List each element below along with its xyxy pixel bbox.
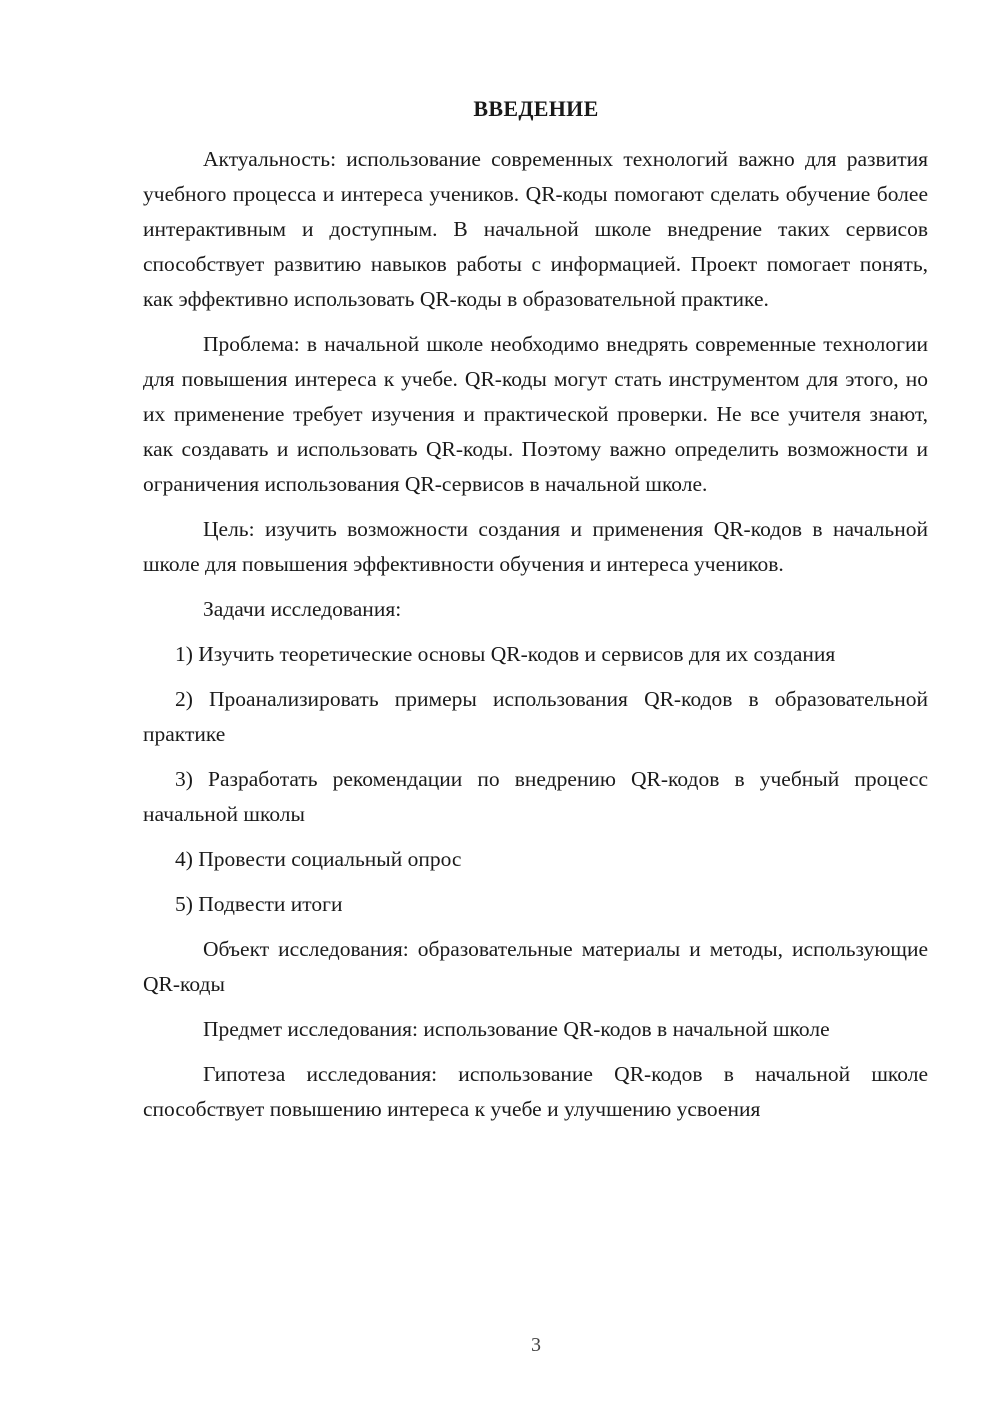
task-item-3: 3) Разработать рекомендации по внедрению QR-кодов в учебный процесс начальной школы <box>143 767 928 826</box>
paragraph-hypothesis: Гипотеза исследования: использование QR-кодов в начальной школе способствует повышению интереса к учебе и улучшению усвоения <box>143 1062 928 1121</box>
task-item-2: 2) Проанализировать примеры использования QR-кодов в образовательной практике <box>143 687 928 746</box>
paragraph-tasks-heading: Задачи исследования: <box>203 597 402 621</box>
task-item-5: 5) Подвести итоги <box>175 892 343 916</box>
document-body <box>143 142 928 1137</box>
paragraph-object: Объект исследования: образовательные материалы и методы, использующие QR-коды <box>143 937 928 996</box>
paragraph-subject: Предмет исследования: использование QR-кодов в начальной школе <box>203 1017 830 1041</box>
page-number: 3 <box>531 1334 541 1356</box>
page-title: ВВЕДЕНИЕ <box>473 96 599 121</box>
paragraph-goal: Цель: изучить возможности создания и применения QR-кодов в начальной школе для повышения эффективности обучения и интереса учеников. <box>143 517 928 576</box>
task-item-1: 1) Изучить теоретические основы QR-кодов и сервисов для их создания <box>175 642 836 666</box>
task-item-4: 4) Провести социальный опрос <box>175 847 462 871</box>
paragraph-problem: Проблема: в начальной школе необходимо внедрять современные технологии для повышения интереса к учебе. QR-коды могут стать инструментом для этого, но их применение требует изучения и практической проверки. Не все учителя знают, как создавать и использовать QR-коды. Поэтому важно определить возможности и ограничения использования QR-сервисов в начальной школе. <box>143 332 928 496</box>
paragraph-relevance: Актуальность: использование современных технологий важно для развития учебного процесса и интереса учеников. QR-коды помогают сделать обучение более интерактивным и доступным. В начальной школе внедрение таких сервисов способствует развитию навыков работы с информацией. Проект помогает понять, как эффективно использовать QR-коды в образовательной практике. <box>143 147 928 311</box>
